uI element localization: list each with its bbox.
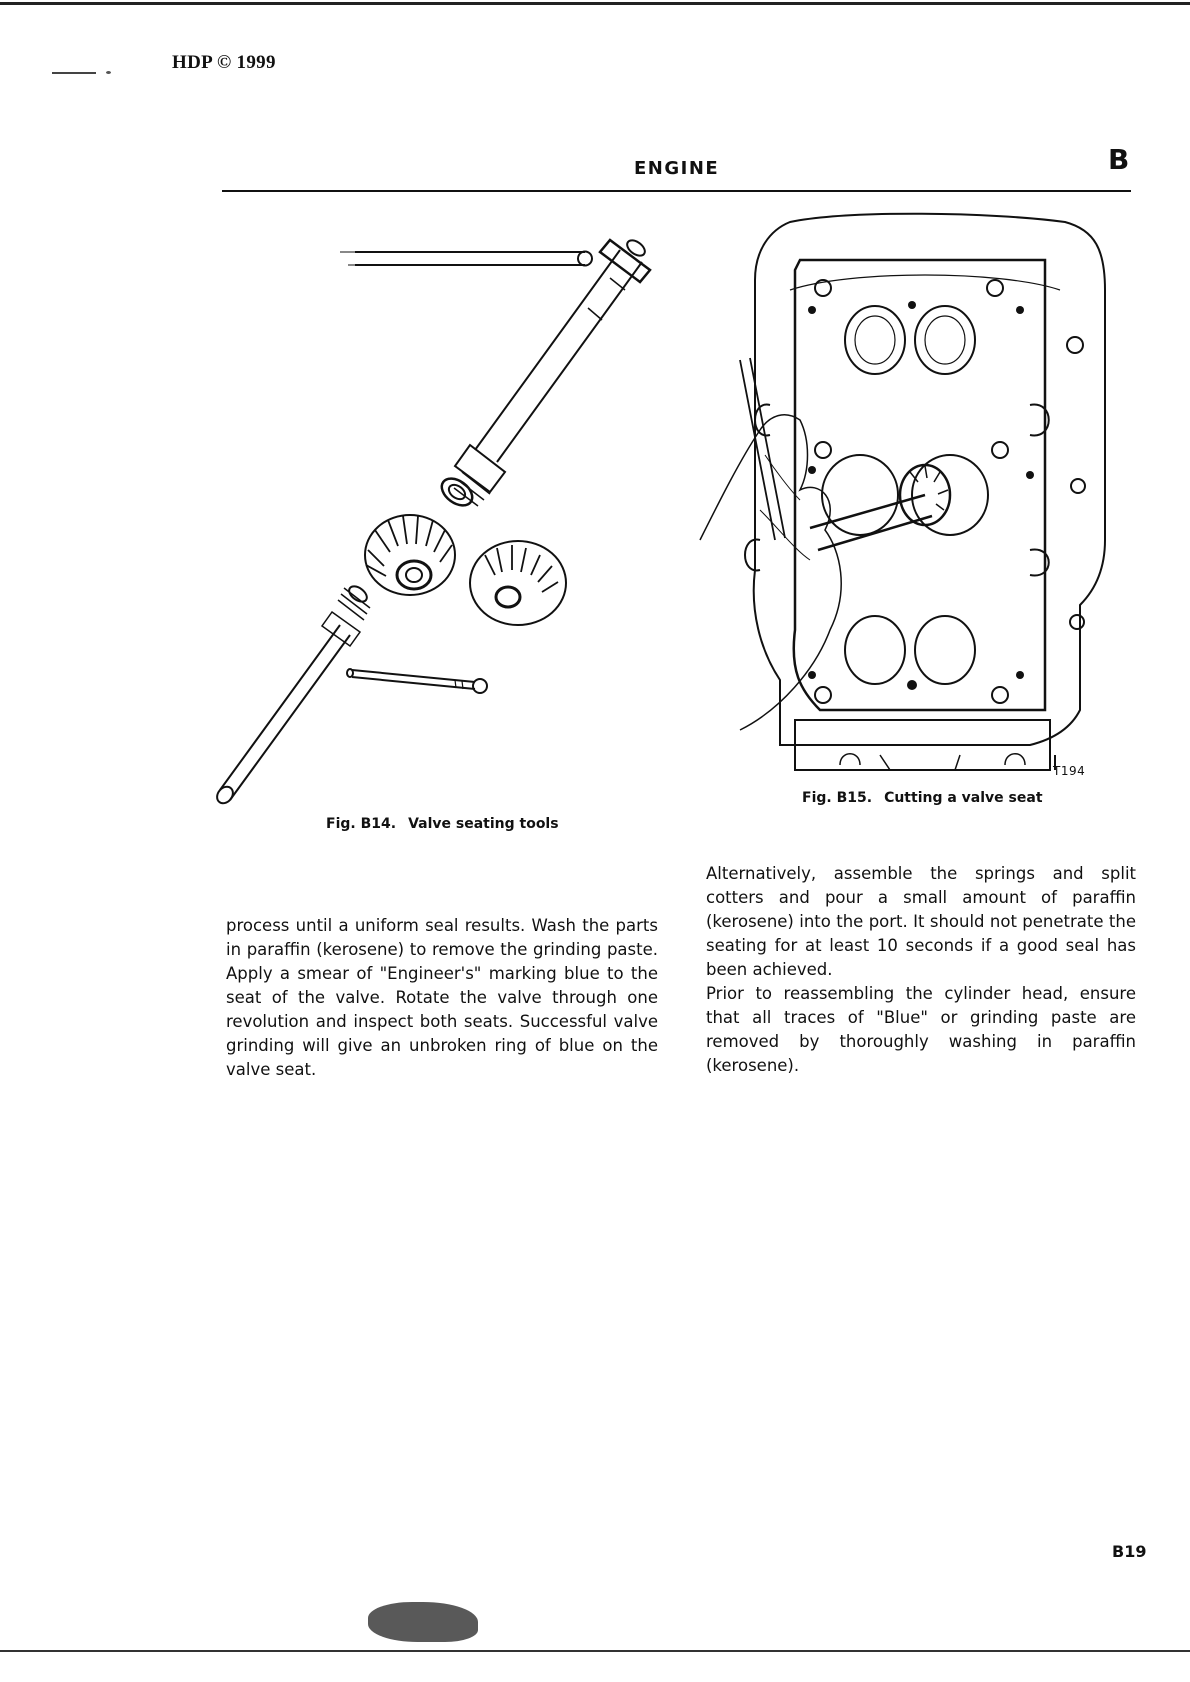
handle-shaft: [437, 237, 650, 511]
scan-bottom-rule: [0, 1650, 1190, 1652]
section-letter: B: [1108, 143, 1130, 176]
cutting-valve-seat-illustration: [700, 210, 1140, 790]
figure-caption: [326, 816, 559, 832]
body-paragraph: process until a uniform seal results. Wash the parts in paraffin (kerosene) to remove the grinding paste. Apply a smear of "Engineer's" marking blue to the seat of the valve. Rotate the valve through one revolution and inspect both seats. Successful valve grinding will give an unbroken ring of blue on the valve seat.: [226, 916, 658, 1079]
scan-smudge: [368, 1602, 478, 1642]
valve-seating-tools-illustration: [200, 210, 680, 810]
page-number: B19: [1112, 1542, 1147, 1561]
figure-number: Fig. B14.: [326, 816, 397, 832]
figure-title: Valve seating tools: [408, 816, 559, 832]
copyright-notice: HDP © 1999: [172, 52, 276, 73]
tommy-bar: [340, 252, 592, 266]
header-rule: [222, 190, 1131, 192]
figure-code: T194: [1053, 764, 1086, 778]
figure-caption: [802, 790, 1043, 806]
body-paragraph: Alternatively, assemble the springs and split cotters and pour a small amount of paraffin (kerosene) into the port. It should not penetrate the seating for at least 10 seconds if a good seal has been achieved.: [706, 864, 1136, 979]
scan-top-rule: [0, 2, 1190, 5]
body-paragraph: Prior to reassembling the cylinder head, ensure that all traces of "Blue" or grinding paste are removed by thoroughly washing in paraffin (kerosene).: [706, 984, 1136, 1075]
guide-pin: [347, 669, 487, 693]
cutter-left: [365, 515, 455, 595]
pilot-rod: [214, 583, 370, 806]
scan-mark: [106, 71, 111, 74]
page-title: ENGINE: [634, 158, 720, 179]
figure-title: Cutting a valve seat: [884, 790, 1043, 806]
cutter-right: [470, 541, 566, 625]
figure-number: Fig. B15.: [802, 790, 873, 806]
scan-mark: [52, 72, 96, 74]
